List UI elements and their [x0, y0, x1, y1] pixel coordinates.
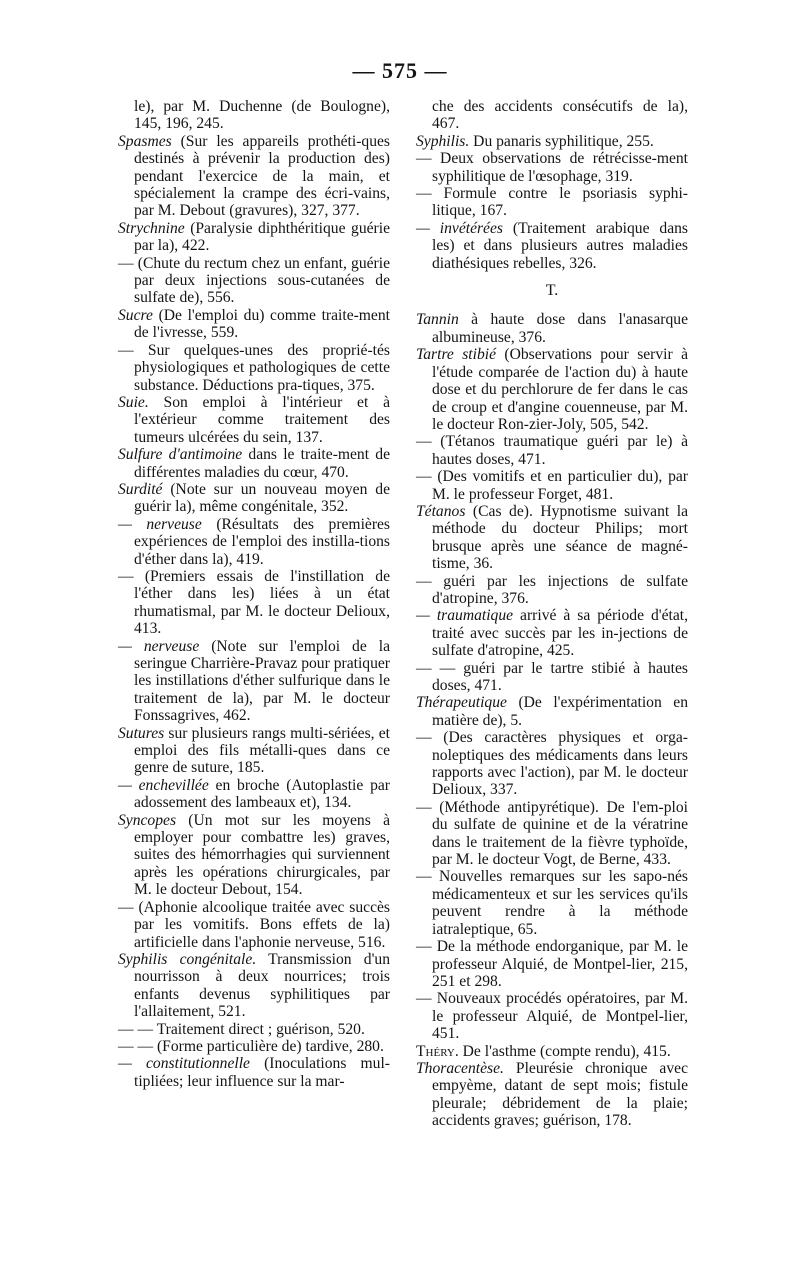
entry-text: dans le traite-ment de différentes maladies du cœur, 470.	[134, 446, 390, 481]
entry-heading: Spasmes	[118, 132, 172, 150]
entry-text: che des accidents consécutifs de la), 467.	[432, 98, 688, 133]
entry-text: — (Premiers essais de l'instillation de l'éther dans les) liées à un état rhumatismal, par M. le docteur Delioux, 413.	[118, 567, 390, 638]
entry-heading: Strychnine	[118, 219, 185, 237]
entry-text: — (Des caractères physiques et orga-noleptiques des médicaments dans leurs rapports avec l'action), par M. le docteur Delioux, 337.	[416, 729, 688, 799]
entry-heading: — constitutionnelle	[118, 1055, 250, 1073]
index-entry	[118, 98, 390, 133]
entry-text: (Observations pour servir à l'étude comparée de l'action du) à haute dose et du perchlorure de fer dans le cas de croup et d'angine couenneuse, par M. le docteur Ron-zier-Joly, 505, 542.	[432, 346, 688, 433]
entry-text: (Inoculations mul-tipliées; leur influence sur la mar-	[134, 1055, 390, 1090]
entry-heading: Sutures	[118, 724, 165, 742]
entry-text: en broche (Autoplastie par adossement des lambeaux et), 134.	[134, 776, 390, 812]
entry-text: — (Des vomitifs et en particulier du), par M. le professeur Forget, 481.	[416, 468, 688, 503]
index-entry	[416, 799, 688, 869]
index-entry	[118, 1055, 390, 1090]
entry-heading: — enchevillée	[118, 776, 209, 794]
index-entry	[118, 307, 390, 342]
index-entry	[118, 638, 390, 725]
index-entry	[416, 220, 688, 272]
entry-heading: Syncopes	[118, 811, 177, 829]
entry-text: (Traitement arabique dans les) et dans plusieurs autres maladies diathésiques rebelles, 326.	[432, 219, 689, 272]
index-entry	[416, 607, 688, 659]
entry-text: — (Aphonie alcoolique traitée avec succès par les vomitifs. Bons effets de la) artificielle dans l'aphonie nerveuse, 516.	[118, 898, 390, 951]
index-entry	[118, 951, 390, 1021]
entry-heading: Tétanos	[416, 502, 466, 520]
entry-text: (De l'expérimentation en matière de), 5.	[432, 694, 688, 729]
entry-text: — — (Forme particulière de) tardive, 280.	[118, 1037, 384, 1055]
entry-heading: Syphilis.	[416, 132, 470, 150]
index-column-right	[416, 98, 688, 1130]
entry-text: — Sur quelques-unes des proprié-tés physiologiques et pathologiques de cette substance. Déductions pra-tiques, 375.	[118, 341, 390, 394]
index-entry	[416, 729, 688, 799]
index-entry	[118, 220, 390, 255]
entry-heading: — traumatique	[416, 607, 514, 625]
index-entry	[118, 568, 390, 638]
entry-heading: Surdité	[118, 480, 163, 498]
index-entry	[118, 342, 390, 394]
entry-text: — (Méthode antipyrétique). De l'em-ploi du sulfate de quinine et de la vératrine dans le traitement de la fièvre typhoïde, par M. le docteur Vogt, de Berne, 433.	[416, 798, 688, 869]
index-entry	[416, 1043, 688, 1060]
entry-text: — De la méthode endorganique, par M. le professeur Alquié, de Montpel-lier, 215, 251 et 298.	[416, 938, 688, 990]
index-entry	[118, 1021, 390, 1038]
entry-text: le), par M. Duchenne (de Boulogne), 145, 196, 245.	[134, 98, 390, 133]
index-column-left	[118, 98, 390, 1090]
entry-text: — guéri par les injections de sulfate d'atropine, 376.	[416, 572, 688, 607]
index-entry	[118, 255, 390, 307]
index-entry	[118, 481, 390, 516]
entry-text: Pleurésie chronique avec empyème, datant de sept mois; fistule pleurale; débridement de la plaie; accidents graves; guérison, 178.	[432, 1059, 688, 1130]
index-entry	[416, 573, 688, 608]
index-entry	[118, 446, 390, 481]
index-entry	[118, 777, 390, 812]
entry-text: Son emploi à l'intérieur et à l'extérieur comme traitement des tumeurs ulcérées du sein, 137.	[134, 393, 390, 446]
entry-text: (Note sur un nouveau moyen de guérir la), même congénitale, 352.	[134, 480, 390, 516]
index-entry	[416, 938, 688, 990]
entry-heading: Thoracentèse.	[416, 1059, 504, 1077]
index-entry	[416, 311, 688, 346]
entry-heading: Sucre	[118, 306, 153, 324]
entry-heading: Tannin	[416, 311, 459, 329]
entry-heading: — invétérées	[416, 219, 503, 237]
entry-text: (Cas de). Hypnotisme suivant la méthode du docteur Philips; mort brusque après une séance de magné-tisme, 36.	[432, 502, 688, 573]
index-entry	[118, 516, 390, 568]
index-entry	[416, 1060, 688, 1130]
index-entry	[118, 1038, 390, 1055]
index-entry	[118, 394, 390, 446]
entry-heading: Thérapeutique	[416, 694, 507, 712]
entry-heading: Syphilis congénitale.	[118, 950, 257, 968]
index-entry	[416, 185, 688, 220]
entry-heading: Tartre stibié	[416, 346, 497, 364]
entry-text: arrivé à sa période d'état, traité avec succès par les in-jections de sulfate d'atropine, 425.	[432, 607, 688, 660]
entry-heading: — nerveuse	[118, 637, 200, 655]
index-entry	[416, 433, 688, 468]
index-entry	[416, 98, 688, 133]
entry-text: Transmission d'un nourrisson à deux nourrices; trois enfants devenus syphilitiques par l'allaitement, 521.	[134, 950, 390, 1021]
entry-text: (De l'emploi du) comme traite-ment de l'ivresse, 559.	[134, 306, 390, 342]
entry-text: — (Tétanos traumatique guéri par le) à hautes doses, 471.	[416, 433, 688, 468]
entry-text: à haute dose dans l'anasarque albumineuse, 376.	[432, 311, 688, 346]
entry-heading: Sulfure d'antimoine	[118, 446, 243, 464]
index-entry	[416, 660, 688, 695]
index-entry	[118, 899, 390, 951]
index-entry	[118, 725, 390, 777]
index-entry	[416, 503, 688, 573]
index-entry	[416, 133, 688, 150]
entry-text: — Nouveaux procédés opératoires, par M. le professeur Alquié, de Montpel-lier, 451.	[416, 990, 688, 1043]
index-entry	[416, 346, 688, 433]
entry-text: (Note sur l'emploi de la seringue Charrière-Pravaz pour pratiquer les instillations d'éther sulfurique dans le traitement de la), par M. le docteur Fonssagrives, 462.	[134, 637, 390, 725]
index-entry	[416, 468, 688, 503]
entry-heading: — nerveuse	[118, 515, 202, 533]
entry-text: (Paralysie diphthéritique guérie par la), 422.	[134, 219, 390, 255]
entry-text: De l'asthme (compte rendu), 415.	[458, 1042, 671, 1060]
index-entry	[416, 868, 688, 938]
index-entry	[416, 150, 688, 185]
entry-text: — — guéri par le tartre stibié à hautes doses, 471.	[416, 659, 688, 694]
entry-heading: Suie.	[118, 393, 149, 411]
entry-text: — Formule contre le psoriasis syphi-litique, 167.	[416, 185, 688, 220]
entry-heading: Théry.	[416, 1042, 459, 1060]
index-entry	[118, 133, 390, 220]
entry-text: (Un mot sur les moyens à employer pour combattre les) graves, suites des hémorrhagies qui surviennent après les opérations chirurgicales, par M. le docteur Debout, 154.	[134, 811, 390, 899]
entry-text: — (Chute du rectum chez un enfant, guérie par deux injections sous-cutanées de sulfate de), 556.	[118, 254, 390, 307]
entry-text: (Sur les appareils prothéti-ques destinés à prévenir la production des) pendant l'exercice de la main, et spécialement la crampe des écri-vains, par M. Debout (gravures), 327, 377.	[134, 132, 390, 220]
page-number: — 575 —	[352, 58, 448, 83]
entry-text: — Deux observations de rétrécisse-ment syphilitique de l'œsophage, 319.	[416, 150, 688, 185]
section-letter: T.	[545, 282, 559, 300]
index-entry	[118, 812, 390, 899]
index-entry	[416, 694, 688, 729]
entry-text: — Nouvelles remarques sur les sapo-nés médicamenteux et sur les services qu'ils peuvent rendre à la méthode iatraleptique, 65.	[416, 868, 688, 938]
index-entry	[416, 990, 688, 1042]
entry-text: (Résultats des premières expériences de l'emploi des instilla-tions d'éther dans la), 419.	[134, 515, 391, 568]
entry-text: Du panaris syphilitique, 255.	[469, 132, 654, 150]
entry-text: sur plusieurs rangs multi-sériées, et emploi des fils métalli-ques dans ce genre de suture, 185.	[134, 724, 390, 777]
entry-text: — — Traitement direct ; guérison, 520.	[118, 1020, 365, 1038]
